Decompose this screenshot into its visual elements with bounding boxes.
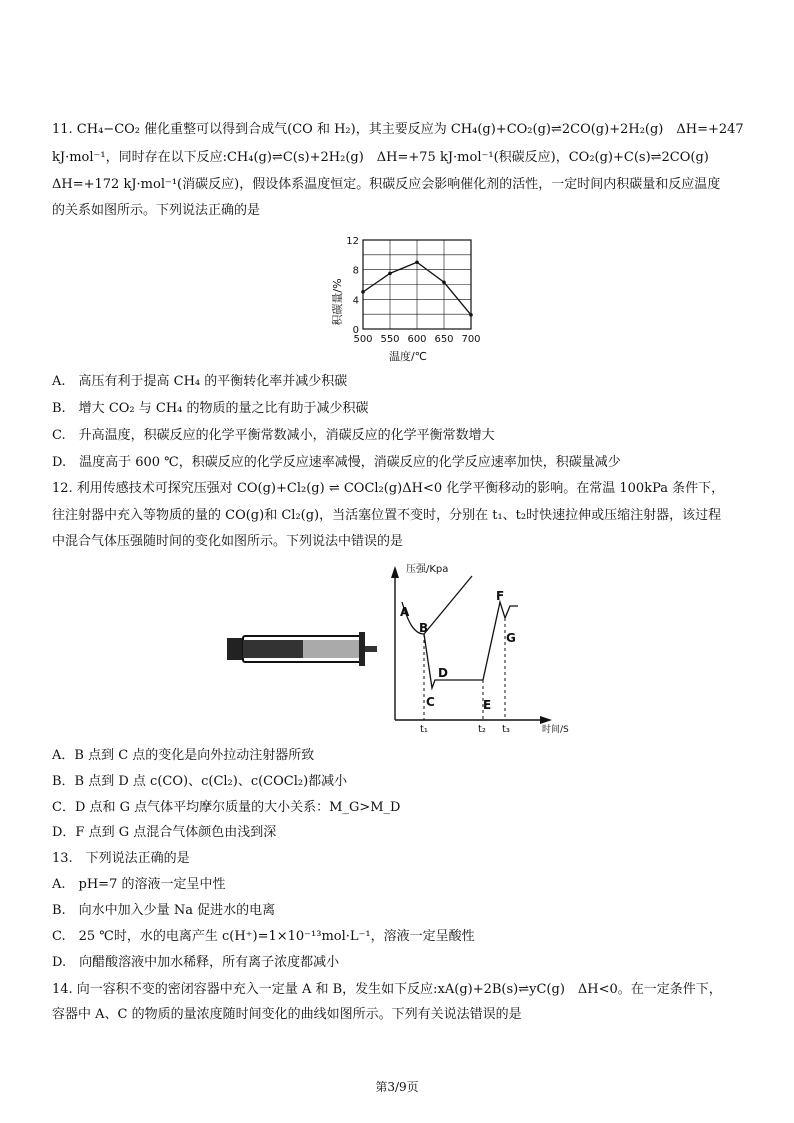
- q13-title: 13. 下列说法正确的是: [52, 851, 190, 866]
- q12-line-2: 往注射器中充入等物质的量的 CO(g)和 Cl₂(g)，当活塞位置不变时，分别在 t₁、t₂时快速拉伸或压缩注射器，该过程: [52, 508, 722, 523]
- chart-grid: [363, 240, 471, 329]
- y-tick-label: 4: [352, 295, 359, 307]
- q11-option-b: B. 增大 CO₂ 与 CH₄ 的物质的量之比有助于减少积碳: [52, 401, 369, 416]
- q14-line-2: 容器中 A、C 的物质的量浓度随时间变化的曲线如图所示。下列有关说法错误的是: [52, 1007, 522, 1022]
- tick-t2: t₂: [478, 724, 486, 735]
- carbon-deposition-chart: [325, 230, 485, 365]
- x-tick-label: 550: [380, 334, 400, 345]
- y-axis-label: 积碳量/%: [331, 278, 344, 326]
- q11-line-3: ΔH=+172 kJ·mol⁻¹(消碳反应)，假设体系温度恒定。积碳反应会影响催化剂的活性，一定时间内积碳量和反应温度: [52, 177, 721, 192]
- point-b: B: [419, 621, 429, 635]
- q12-option-a: A．B 点到 C 点的变化是向外拉动注射器所致: [52, 748, 315, 763]
- data-point: [388, 272, 392, 276]
- q12-line-1: 12. 利用传感技术可探究压强对 CO(g)+Cl₂(g) ⇌ COCl₂(g)ΔH<0 化学平衡移动的影响。在常温 100kPa 条件下，: [52, 481, 725, 496]
- q14-line-1: 14. 向一容积不变的密闭容器中充入一定量 A 和 B，发生如下反应:xA(g)+2B(s)⇌yC(g) ΔH<0。在一定条件下，: [52, 982, 722, 997]
- q12-option-c: C．D 点和 G 点气体平均摩尔质量的大小关系：M_G>M_D: [52, 800, 401, 815]
- pressure-time-graph: [380, 560, 580, 735]
- q11-option-d: D. 温度高于 600 ℃，积碳反应的化学反应速率减慢，消碳反应的化学反应速率加快，积碳量减少: [52, 455, 621, 470]
- q11-option-a: A. 高压有利于提高 CH₄ 的平衡转化率并减少积碳: [52, 374, 348, 389]
- q13-option-a: A. pH=7 的溶液一定呈中性: [52, 877, 226, 892]
- q11-option-c: C. 升高温度，积碳反应的化学平衡常数减小，消碳反应的化学平衡常数增大: [52, 428, 495, 443]
- point-c: C: [426, 695, 435, 709]
- pressure-axis-label: 压强/Kpa: [406, 564, 449, 575]
- point-d: D: [438, 666, 448, 680]
- y-tick-label: 8: [352, 265, 359, 277]
- q12-line-3: 中混合气体压强随时间的变化如图所示。下列说法中错误的是: [52, 534, 404, 549]
- time-axis-label: 时间/S: [542, 725, 569, 735]
- x-tick-label: 600: [407, 334, 427, 345]
- q13-option-b: B. 向水中加入少量 Na 促进水的电离: [52, 903, 276, 918]
- data-point: [469, 313, 473, 317]
- y-tick-label: 12: [346, 236, 359, 247]
- tick-t3: t₃: [502, 724, 510, 735]
- q13-option-c: C. 25 ℃时，水的电离产生 c(H⁺)=1×10⁻¹³mol·L⁻¹，溶液一定呈酸性: [52, 929, 475, 944]
- x-axis-label: 温度/℃: [388, 350, 428, 363]
- q11-line-2: kJ·mol⁻¹，同时存在以下反应:CH₄(g)⇌C(s)+2H₂(g) ΔH=+75 kJ·mol⁻¹(积碳反应)，CO₂(g)+C(s)⇌2CO(g): [52, 150, 709, 165]
- q11-line-4: 的关系如图所示。下列说法正确的是: [52, 203, 261, 218]
- point-e: E: [483, 698, 492, 712]
- q11-line-1: 11. CH₄−CO₂ 催化重整可以得到合成气(CO 和 H₂)，其主要反应为 CH₄(g)+CO₂(g)⇌2CO(g)+2H₂(g) ΔH=+247: [52, 122, 744, 137]
- page-number: 第3/9页: [375, 1080, 419, 1094]
- q12-option-b: B．B 点到 D 点 c(CO)、c(Cl₂)、c(COCl₂)都减小: [52, 774, 348, 789]
- x-tick-label: 700: [461, 334, 481, 345]
- syringe-illustration: [225, 628, 380, 670]
- point-g: G: [506, 631, 516, 645]
- q12-option-d: D．F 点到 G 点混合气体颜色由浅到深: [52, 825, 277, 840]
- point-a: A: [400, 605, 410, 619]
- data-point: [361, 290, 365, 294]
- y-tick-label: 0: [352, 325, 359, 336]
- data-point: [415, 260, 419, 264]
- data-point: [442, 280, 446, 284]
- q13-option-d: D. 向醋酸溶液中加水稀释，所有离子浓度都减小: [52, 955, 340, 970]
- point-f: F: [496, 589, 505, 603]
- x-tick-label: 650: [434, 334, 454, 345]
- tick-t1: t₁: [420, 724, 428, 735]
- x-tick-label: 500: [353, 334, 373, 345]
